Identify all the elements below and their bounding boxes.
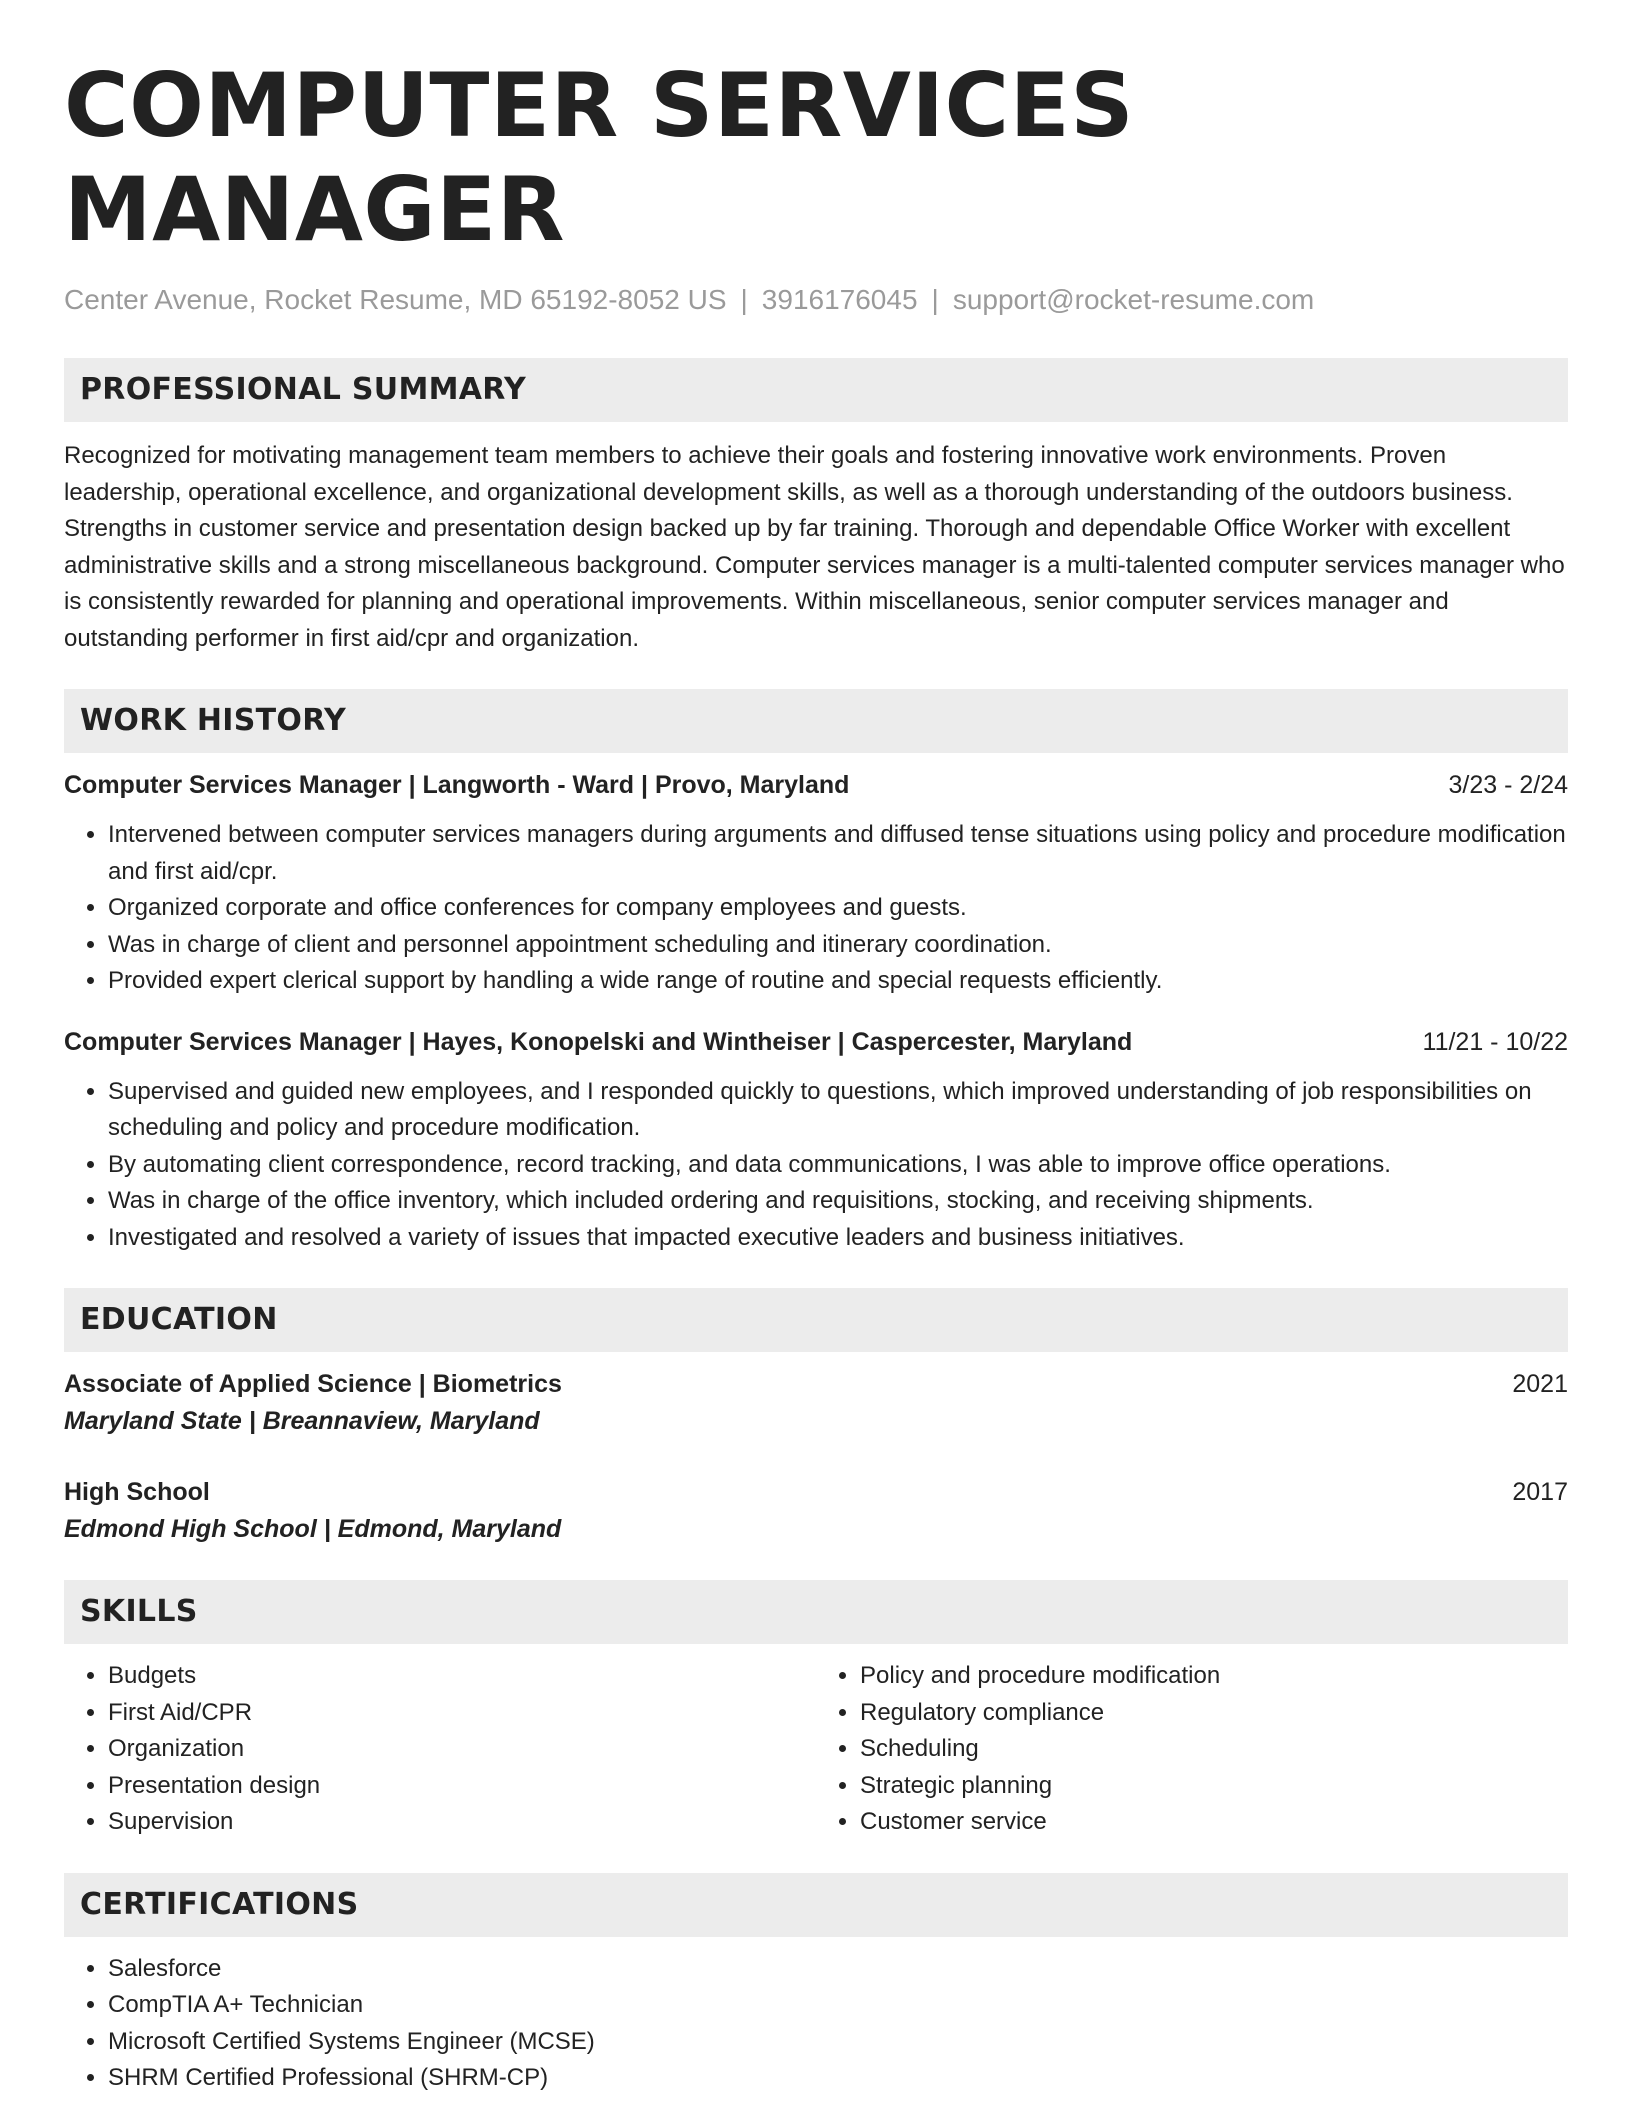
job-dates: 3/23 - 2/24 bbox=[1448, 771, 1568, 799]
list-item: • CompTIA A+ Technician bbox=[108, 1987, 1568, 2024]
skills-columns bbox=[64, 1658, 1568, 1841]
candidate-title: COMPUTER SERVICES MANAGER bbox=[64, 54, 1135, 261]
education-degree: High School bbox=[64, 1478, 210, 1506]
list-item: • Microsoft Certified Systems Engineer (MCSE) bbox=[108, 2024, 1568, 2061]
education-entry bbox=[64, 1366, 1568, 1440]
list-item: • Scheduling bbox=[860, 1731, 1568, 1768]
list-item: • Presentation design bbox=[108, 1768, 816, 1805]
list-item: • SHRM Certified Professional (SHRM-CP) bbox=[108, 2060, 1568, 2097]
list-item: • Organized corporate and office conferences for company employees and guests. bbox=[108, 890, 1568, 927]
job-header bbox=[64, 1024, 1568, 1060]
education-header bbox=[64, 1474, 1568, 1510]
section-heading-work: WORK HISTORY bbox=[64, 689, 1568, 753]
list-item: • Policy and procedure modification bbox=[860, 1658, 1568, 1695]
summary-text: Recognized for motivating management team members to achieve their goals and fostering innovative work environments. Proven leadership, operational excellence, and organizational development skills, as well as a thorough understanding of the outdoors business. Strengths in customer service and presentation design backed up by far training. Thorough and dependable Office Worker with excellent administrative skills and a strong miscellaneous background. Computer services manager is a multi-talented computer services manager who is consistently rewarded for planning and operational improvements. Within miscellaneous, senior computer services manager and outstanding performer in first aid/cpr and organization. bbox=[64, 442, 1565, 652]
education-header bbox=[64, 1366, 1568, 1402]
contact-email: support@rocket-resume.com bbox=[952, 284, 1315, 315]
list-item: • Budgets bbox=[108, 1658, 816, 1695]
list-item: • Investigated and resolved a variety of issues that impacted executive leaders and business initiatives. bbox=[108, 1220, 1568, 1257]
list-item: • By automating client correspondence, record tracking, and data communications, I was able to improve office operations. bbox=[108, 1147, 1568, 1184]
job-bullets bbox=[64, 817, 1568, 1000]
contact-line bbox=[64, 282, 1568, 318]
list-item: • Was in charge of client and personnel appointment scheduling and itinerary coordination. bbox=[108, 927, 1568, 964]
job-header bbox=[64, 767, 1568, 803]
list-item: • Customer service bbox=[860, 1804, 1568, 1841]
list-item: • Organization bbox=[108, 1731, 816, 1768]
list-item: • Provided expert clerical support by handling a wide range of routine and special requests efficiently. bbox=[108, 963, 1568, 1000]
list-item: • Supervision bbox=[108, 1804, 816, 1841]
education-degree: Associate of Applied Science | Biometrics bbox=[64, 1370, 562, 1398]
contact-separator: | bbox=[931, 284, 939, 315]
contact-separator: | bbox=[740, 284, 748, 315]
education-entry bbox=[64, 1474, 1568, 1548]
list-item: • Was in charge of the office inventory, which included ordering and requisitions, stocking, and receiving shipments. bbox=[108, 1183, 1568, 1220]
education-school: Edmond High School | Edmond, Maryland bbox=[64, 1515, 562, 1543]
job-title: Computer Services Manager | Langworth - Ward | Provo, Maryland bbox=[64, 771, 850, 799]
skills-list-left bbox=[64, 1658, 816, 1841]
education-year: 2017 bbox=[1512, 1478, 1568, 1506]
contact-phone: 3916176045 bbox=[761, 284, 918, 315]
job-entry bbox=[64, 767, 1568, 1000]
education-school: Maryland State | Breannaview, Maryland bbox=[64, 1407, 540, 1435]
skills-list-right bbox=[816, 1658, 1568, 1841]
job-title: Computer Services Manager | Hayes, Konopelski and Wintheiser | Caspercester, Maryland bbox=[64, 1027, 1133, 1056]
certifications-list bbox=[64, 1951, 1568, 2097]
section-heading-summary: PROFESSIONAL SUMMARY bbox=[64, 358, 1568, 422]
list-item: • Supervised and guided new employees, and I responded quickly to questions, which improved understanding of job responsibilities on scheduling and policy and procedure modification. bbox=[108, 1074, 1568, 1147]
section-heading-certifications: CERTIFICATIONS bbox=[64, 1873, 1568, 1937]
section-heading-skills: SKILLS bbox=[64, 1580, 1568, 1644]
list-item: • Regulatory compliance bbox=[860, 1695, 1568, 1732]
contact-address: Center Avenue, Rocket Resume, MD 65192-8052 US bbox=[64, 284, 727, 315]
list-item: • Strategic planning bbox=[860, 1768, 1568, 1805]
job-dates: 11/21 - 10/22 bbox=[1422, 1027, 1568, 1056]
job-entry bbox=[64, 1024, 1568, 1257]
list-item: • Salesforce bbox=[108, 1951, 1568, 1988]
section-heading-education: EDUCATION bbox=[64, 1288, 1568, 1352]
list-item: • First Aid/CPR bbox=[108, 1695, 816, 1732]
job-bullets bbox=[64, 1074, 1568, 1257]
list-item: • Intervened between computer services managers during arguments and diffused tense situations using policy and procedure modification and first aid/cpr. bbox=[108, 817, 1568, 890]
education-year: 2021 bbox=[1512, 1370, 1568, 1398]
